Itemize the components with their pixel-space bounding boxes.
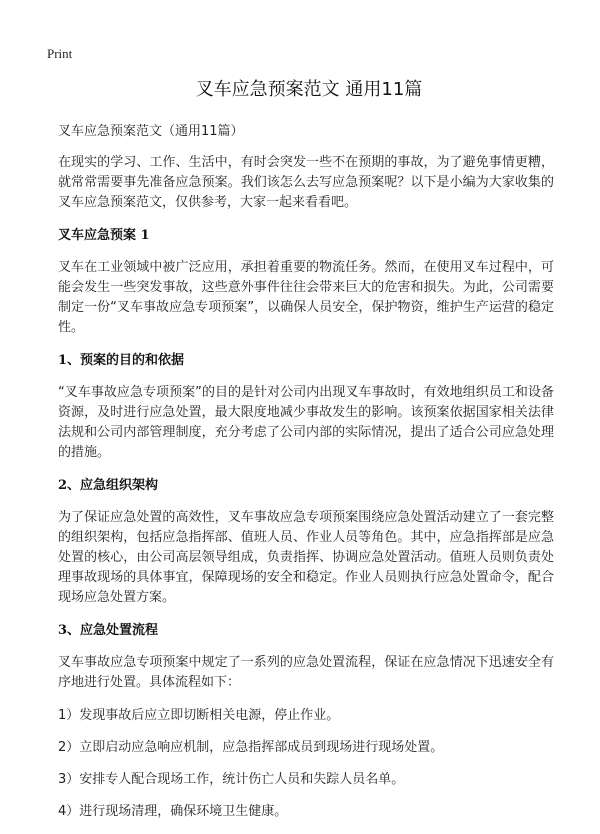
procedure-steps xyxy=(58,706,554,822)
section-heading: 叉车应急预案 1 xyxy=(58,228,150,243)
section-paragraph: 为了保证应急处置的高效性，叉车事故应急专项预案围绕应急处置活动建立了一套完整的组织架构，包括应急指挥部、值班人员、作业人员等角色。其中，应急指挥部是应急处置的核心，由公司高层领导组成，负责指挥、协调应急处置活动。值班人员则负责处理事故现场的具体事宜，保障现场的安全和稳定。作业人员则执行应急处置命令，配合现场应急处置方案。 xyxy=(58,510,554,605)
section-heading: 3、应急处置流程 xyxy=(58,623,159,638)
procedure-step: 3）安排专人配合现场工作，统计伤亡人员和失踪人员名单。 xyxy=(58,772,405,787)
procedure-step: 2）立即启动应急响应机制，应急指挥部成员到现场进行现场处置。 xyxy=(58,740,444,755)
section-paragraph: 叉车事故应急专项预案中规定了一系列的应急处置流程，保证在应急情况下迅速安全有序地进行处置。具体流程如下： xyxy=(58,655,554,690)
section-paragraph: “叉车事故应急专项预案”的目的是针对公司内出现叉车事故时，有效地组织员工和设备资源，及时进行应急处置，最大限度地减少事故发生的影响。该预案依据国家相关法律法规和公司内部管理制度，充分考虑了公司内部的实际情况，提出了适合公司应急处理的措施。 xyxy=(58,385,554,460)
document-page xyxy=(58,78,554,834)
intro-paragraph: 在现实的学习、工作、生活中，有时会突发一些不在预期的事故，为了避免事情更糟，就常常需要事先准备应急预案。我们该怎么去写应急预案呢？以下是小编为大家收集的叉车应急预案范文，仅供参考，大家一起来看看吧。 xyxy=(58,155,554,210)
document-title: 叉车应急预案范文 通用11篇 xyxy=(195,79,423,100)
print-link[interactable]: Print xyxy=(47,46,73,61)
procedure-step: 1）发现事故后应立即切断相关电源，停止作业。 xyxy=(58,708,340,723)
section-heading: 1、预案的目的和依据 xyxy=(58,353,185,368)
procedure-step: 4）进行现场清理，确保环境卫生健康。 xyxy=(58,804,288,819)
document-subtitle: 叉车应急预案范文（通用11篇） xyxy=(58,124,244,139)
section-heading: 2、应急组织架构 xyxy=(58,478,159,493)
section-paragraph: 叉车在工业领域中被广泛应用，承担着重要的物流任务。然而，在使用叉车过程中，可能会发生一些突发事故，这些意外事件往往会带来巨大的危害和损失。为此，公司需要制定一份“叉车事故应急专项预案”，以确保人员安全，保护物资，维护生产运营的稳定性。 xyxy=(58,260,554,335)
